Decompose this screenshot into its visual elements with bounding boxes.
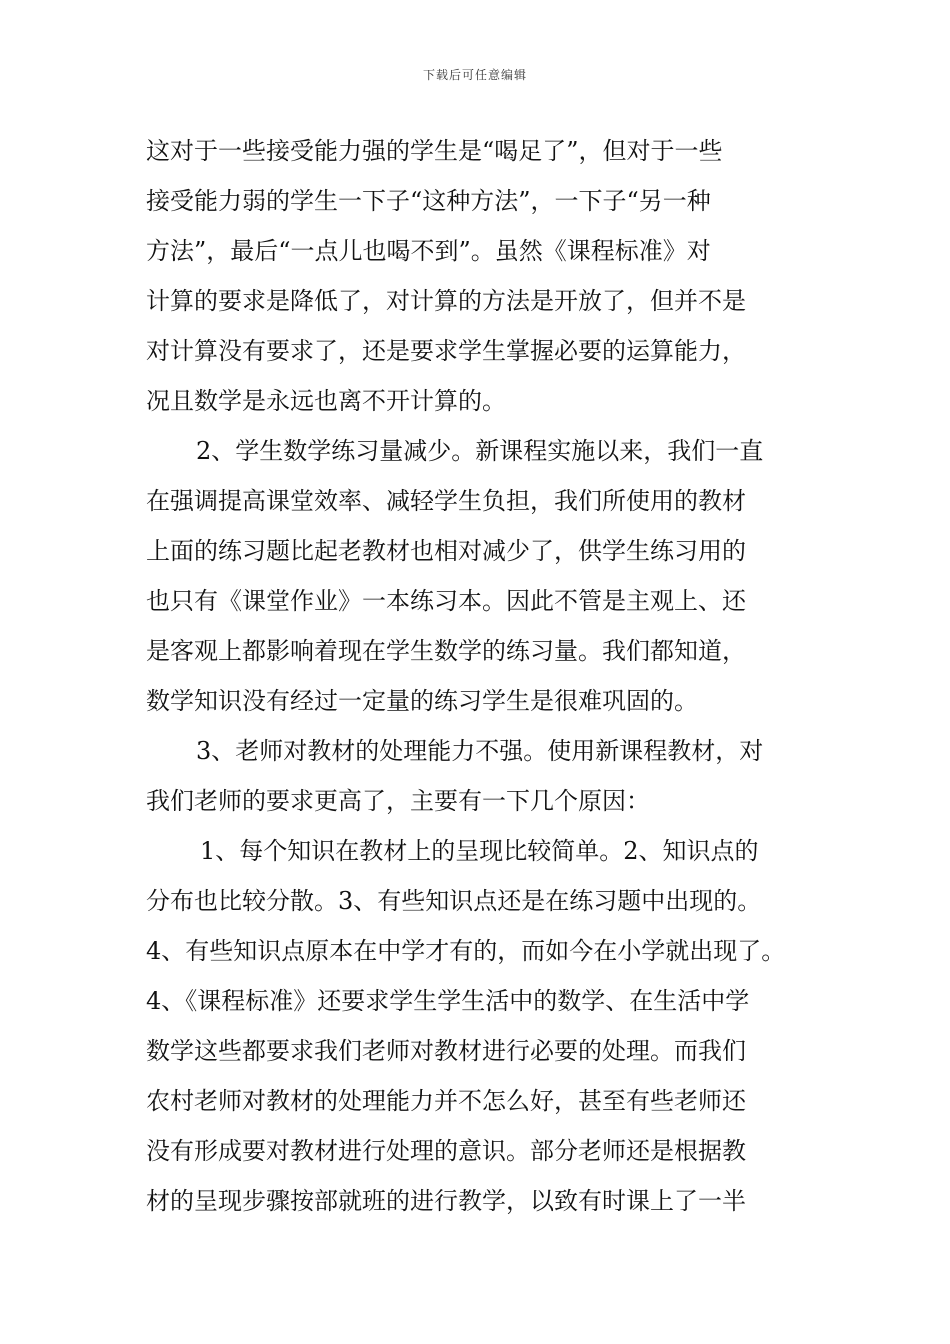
- paragraph-start: 3、老师对教材的处理能力不强。使用新课程教材，对: [196, 737, 764, 765]
- text-line: 材的呈现步骤按部就班的进行教学，以致有时课上了一半: [146, 1187, 746, 1215]
- text-line: 数学知识没有经过一定量的练习学生是很难巩固的。: [146, 687, 698, 715]
- paragraph-start: 1、每个知识在教材上的呈现比较简单。2、知识点的: [200, 837, 759, 865]
- paragraph-start: 2、学生数学练习量减少。新课程实施以来，我们一直: [196, 437, 764, 465]
- text-line: 也只有《课堂作业》一本练习本。因此不管是主观上、还: [146, 587, 746, 615]
- text-line: 没有形成要对教材进行处理的意识。部分老师还是根据教: [146, 1137, 746, 1165]
- text-line: 我们老师的要求更高了，主要有一下几个原因：: [146, 787, 650, 815]
- text-line: 况且数学是永远也离不开计算的。: [146, 387, 506, 415]
- text-line: 接受能力弱的学生一下子“这种方法”，一下子“另一种: [146, 187, 711, 215]
- text-line: 在强调提高课堂效率、减轻学生负担，我们所使用的教材: [146, 487, 746, 515]
- text-line: 数学这些都要求我们老师对教材进行必要的处理。而我们: [146, 1037, 746, 1065]
- page-header: 下载后可任意编辑: [422, 68, 527, 82]
- text-line: 4、《课程标准》还要求学生学生活中的数学、在生活中学: [146, 987, 750, 1015]
- text-line: 分布也比较分散。3、有些知识点还是在练习题中出现的。: [146, 887, 762, 915]
- text-line: 上面的练习题比起老教材也相对减少了，供学生练习用的: [146, 537, 746, 565]
- text-line: 方法”，最后“一点儿也喝不到”。虽然《课程标准》对: [146, 237, 711, 265]
- text-line: 对计算没有要求了，还是要求学生掌握必要的运算能力，: [146, 337, 746, 365]
- text-line: 计算的要求是降低了，对计算的方法是开放了，但并不是: [146, 287, 746, 315]
- text-line: 这对于一些接受能力强的学生是“喝足了”，但对于一些: [146, 137, 723, 165]
- text-line: 4、有些知识点原本在中学才有的，而如今在小学就出现了。: [146, 937, 786, 965]
- document-body: [146, 126, 836, 1226]
- text-line: 是客观上都影响着现在学生数学的练习量。我们都知道，: [146, 637, 746, 665]
- text-line: 农村老师对教材的处理能力并不怎么好，甚至有些老师还: [146, 1087, 746, 1115]
